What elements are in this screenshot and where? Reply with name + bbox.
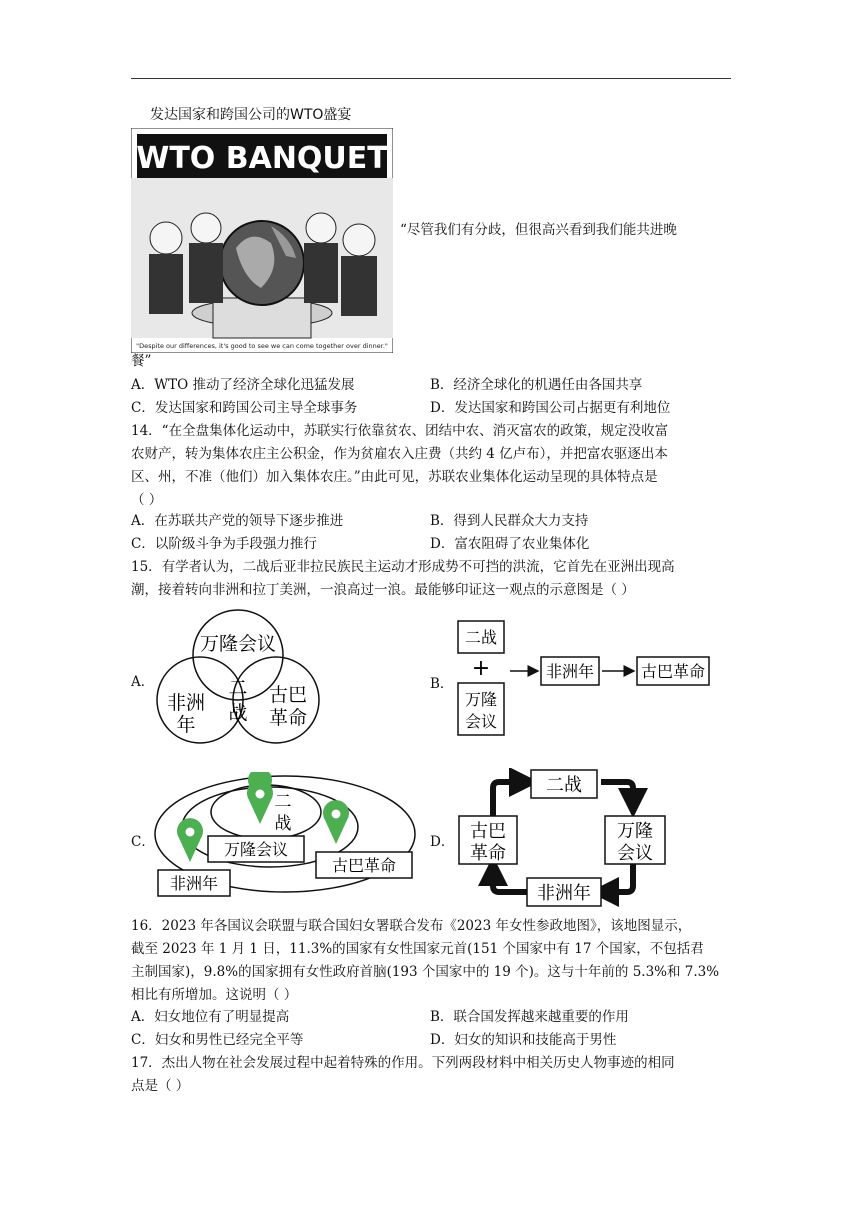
q14-option-b[interactable]: B．得到人民群众大力支持 xyxy=(430,513,589,529)
q16-option-c[interactable]: C．妇女和男性已经完全平等 xyxy=(131,1032,304,1048)
venn-ww2-1: 二 xyxy=(228,677,248,699)
q16-stem-line: 主制国家)，9.8%的国家拥有女性政府首脑(193 个国家中的 19 个)。这与十年前的 5.3%和 7.3% xyxy=(131,964,720,980)
venn-africa-2: 年 xyxy=(176,714,196,736)
cycle-bandung-2: 会议 xyxy=(617,843,653,864)
q13-option-b[interactable]: B．经济全球化的机遇任由各国共享 xyxy=(430,377,643,393)
q16-option-b[interactable]: B．联合国发挥越来越重要的作用 xyxy=(430,1009,629,1025)
flow-b-plus: + xyxy=(471,656,491,681)
nested-cuba: 古巴革命 xyxy=(331,856,397,875)
q14-option-c[interactable]: C．以阶级斗争为手段强力推行 xyxy=(131,536,317,552)
diagram-c-nested xyxy=(150,772,420,902)
cycle-africa: 非洲年 xyxy=(537,883,591,904)
q16-stem-line: 16．2023 年各国议会联盟与联合国妇女署联合发布《2023 年女性参政地图》，该地图显示， xyxy=(131,918,692,934)
q17-stem-line: 17．杰出人物在社会发展过程中起着特殊的作用。下列两段材料中相关历史人物事迹的相同 xyxy=(131,1055,675,1071)
q15-label-a[interactable]: A． xyxy=(131,674,155,690)
q14-stem-line: （ ） xyxy=(131,492,163,508)
cycle-cuba-1: 古巴 xyxy=(470,821,506,842)
flow-b-ww2: 二战 xyxy=(464,628,498,647)
q15-stem-line: 潮，接着转向非洲和拉丁美洲，一浪高过一浪。最能够印证这一观点的示意图是（ ） xyxy=(131,582,635,598)
q15-stem-line: 15．有学者认为，二战后亚非拉民族民主运动才形成势不可挡的洪流，它首先在亚洲出现高 xyxy=(131,559,675,575)
quote-text-end: 餐” xyxy=(131,353,152,369)
q14-stem-line: 农财产，转为集体农庄主公积金，作为贫雇农入庄费（共约 4 亿卢布），并把富农驱逐出本 xyxy=(131,446,668,462)
q16-stem-line: 截至 2023 年 1 月 1 日，11.3%的国家有女性国家元首(151 个国家中有 17 个国家，不包括君 xyxy=(131,941,704,957)
venn-bandung: 万隆会议 xyxy=(199,633,277,655)
q14-option-d[interactable]: D．富农阻碍了农业集体化 xyxy=(430,536,590,552)
q16-stem-line: 相比有所增加。这说明（ ） xyxy=(131,987,298,1003)
q16-option-d[interactable]: D．妇女的知识和技能高于男性 xyxy=(430,1032,617,1048)
header-rule xyxy=(131,78,731,79)
quote-text: “尽管我们有分歧，但很高兴看到我们能共进晚 xyxy=(400,222,677,238)
q17-stem-line: 点是（ ） xyxy=(131,1078,190,1094)
q15-label-c[interactable]: C． xyxy=(131,834,155,850)
q13-option-a[interactable]: A．WTO 推动了经济全球化迅猛发展 xyxy=(131,377,355,393)
q15-label-b[interactable]: B． xyxy=(430,676,454,692)
diagram-b-flow xyxy=(450,615,715,740)
flow-b-bandung-1: 万隆 xyxy=(464,690,498,709)
cartoon-title: 发达国家和跨国公司的WTO盛宴 xyxy=(150,107,352,123)
nested-bandung: 万隆会议 xyxy=(223,840,289,859)
flow-b-bandung-2: 会议 xyxy=(464,712,498,731)
map-pin-icon xyxy=(323,800,349,844)
flow-b-africa: 非洲年 xyxy=(545,662,595,681)
q16-option-a[interactable]: A．妇女地位有了明显提高 xyxy=(131,1009,290,1025)
flow-b-cuba: 古巴革命 xyxy=(640,662,706,681)
cartoon-caption: "Despite our differences, it's good to see we can come together over dinner." xyxy=(136,342,388,350)
map-pin-icon xyxy=(177,818,203,862)
nested-ww2-1: 二 xyxy=(274,792,292,812)
q13-option-d[interactable]: D．发达国家和跨国公司占据更有利地位 xyxy=(430,400,671,416)
diagram-d-cycle xyxy=(455,768,685,908)
nested-africa: 非洲年 xyxy=(169,874,219,893)
q13-option-c[interactable]: C．发达国家和跨国公司主导全球事务 xyxy=(131,400,358,416)
nested-ww2-2: 战 xyxy=(274,814,292,834)
q14-stem-line: 14．“在全盘集体化运动中，苏联实行依靠贫农、团结中农、消灭富农的政策，规定没收富 xyxy=(131,423,669,439)
q15-label-d[interactable]: D． xyxy=(430,834,455,850)
diagram-a-venn xyxy=(150,605,330,745)
map-pin-icon xyxy=(247,772,273,824)
wto-banquet-cartoon xyxy=(131,128,393,353)
venn-ww2-2: 战 xyxy=(228,702,248,724)
cycle-cuba-2: 革命 xyxy=(470,843,506,864)
q14-option-a[interactable]: A．在苏联共产党的领导下逐步推进 xyxy=(131,513,344,529)
cartoon-banner: WTO BANQUET xyxy=(136,141,388,176)
q14-stem-line: 区、州，不准（他们）加入集体农庄。”由此可见，苏联农业集体化运动呈现的具体特点是 xyxy=(131,469,658,485)
cycle-bandung-1: 万隆 xyxy=(617,821,653,842)
venn-cuba-2: 革命 xyxy=(268,707,308,729)
cycle-ww2: 二战 xyxy=(546,775,582,796)
venn-cuba-1: 古巴 xyxy=(268,684,308,706)
venn-africa-1: 非洲 xyxy=(166,692,206,714)
